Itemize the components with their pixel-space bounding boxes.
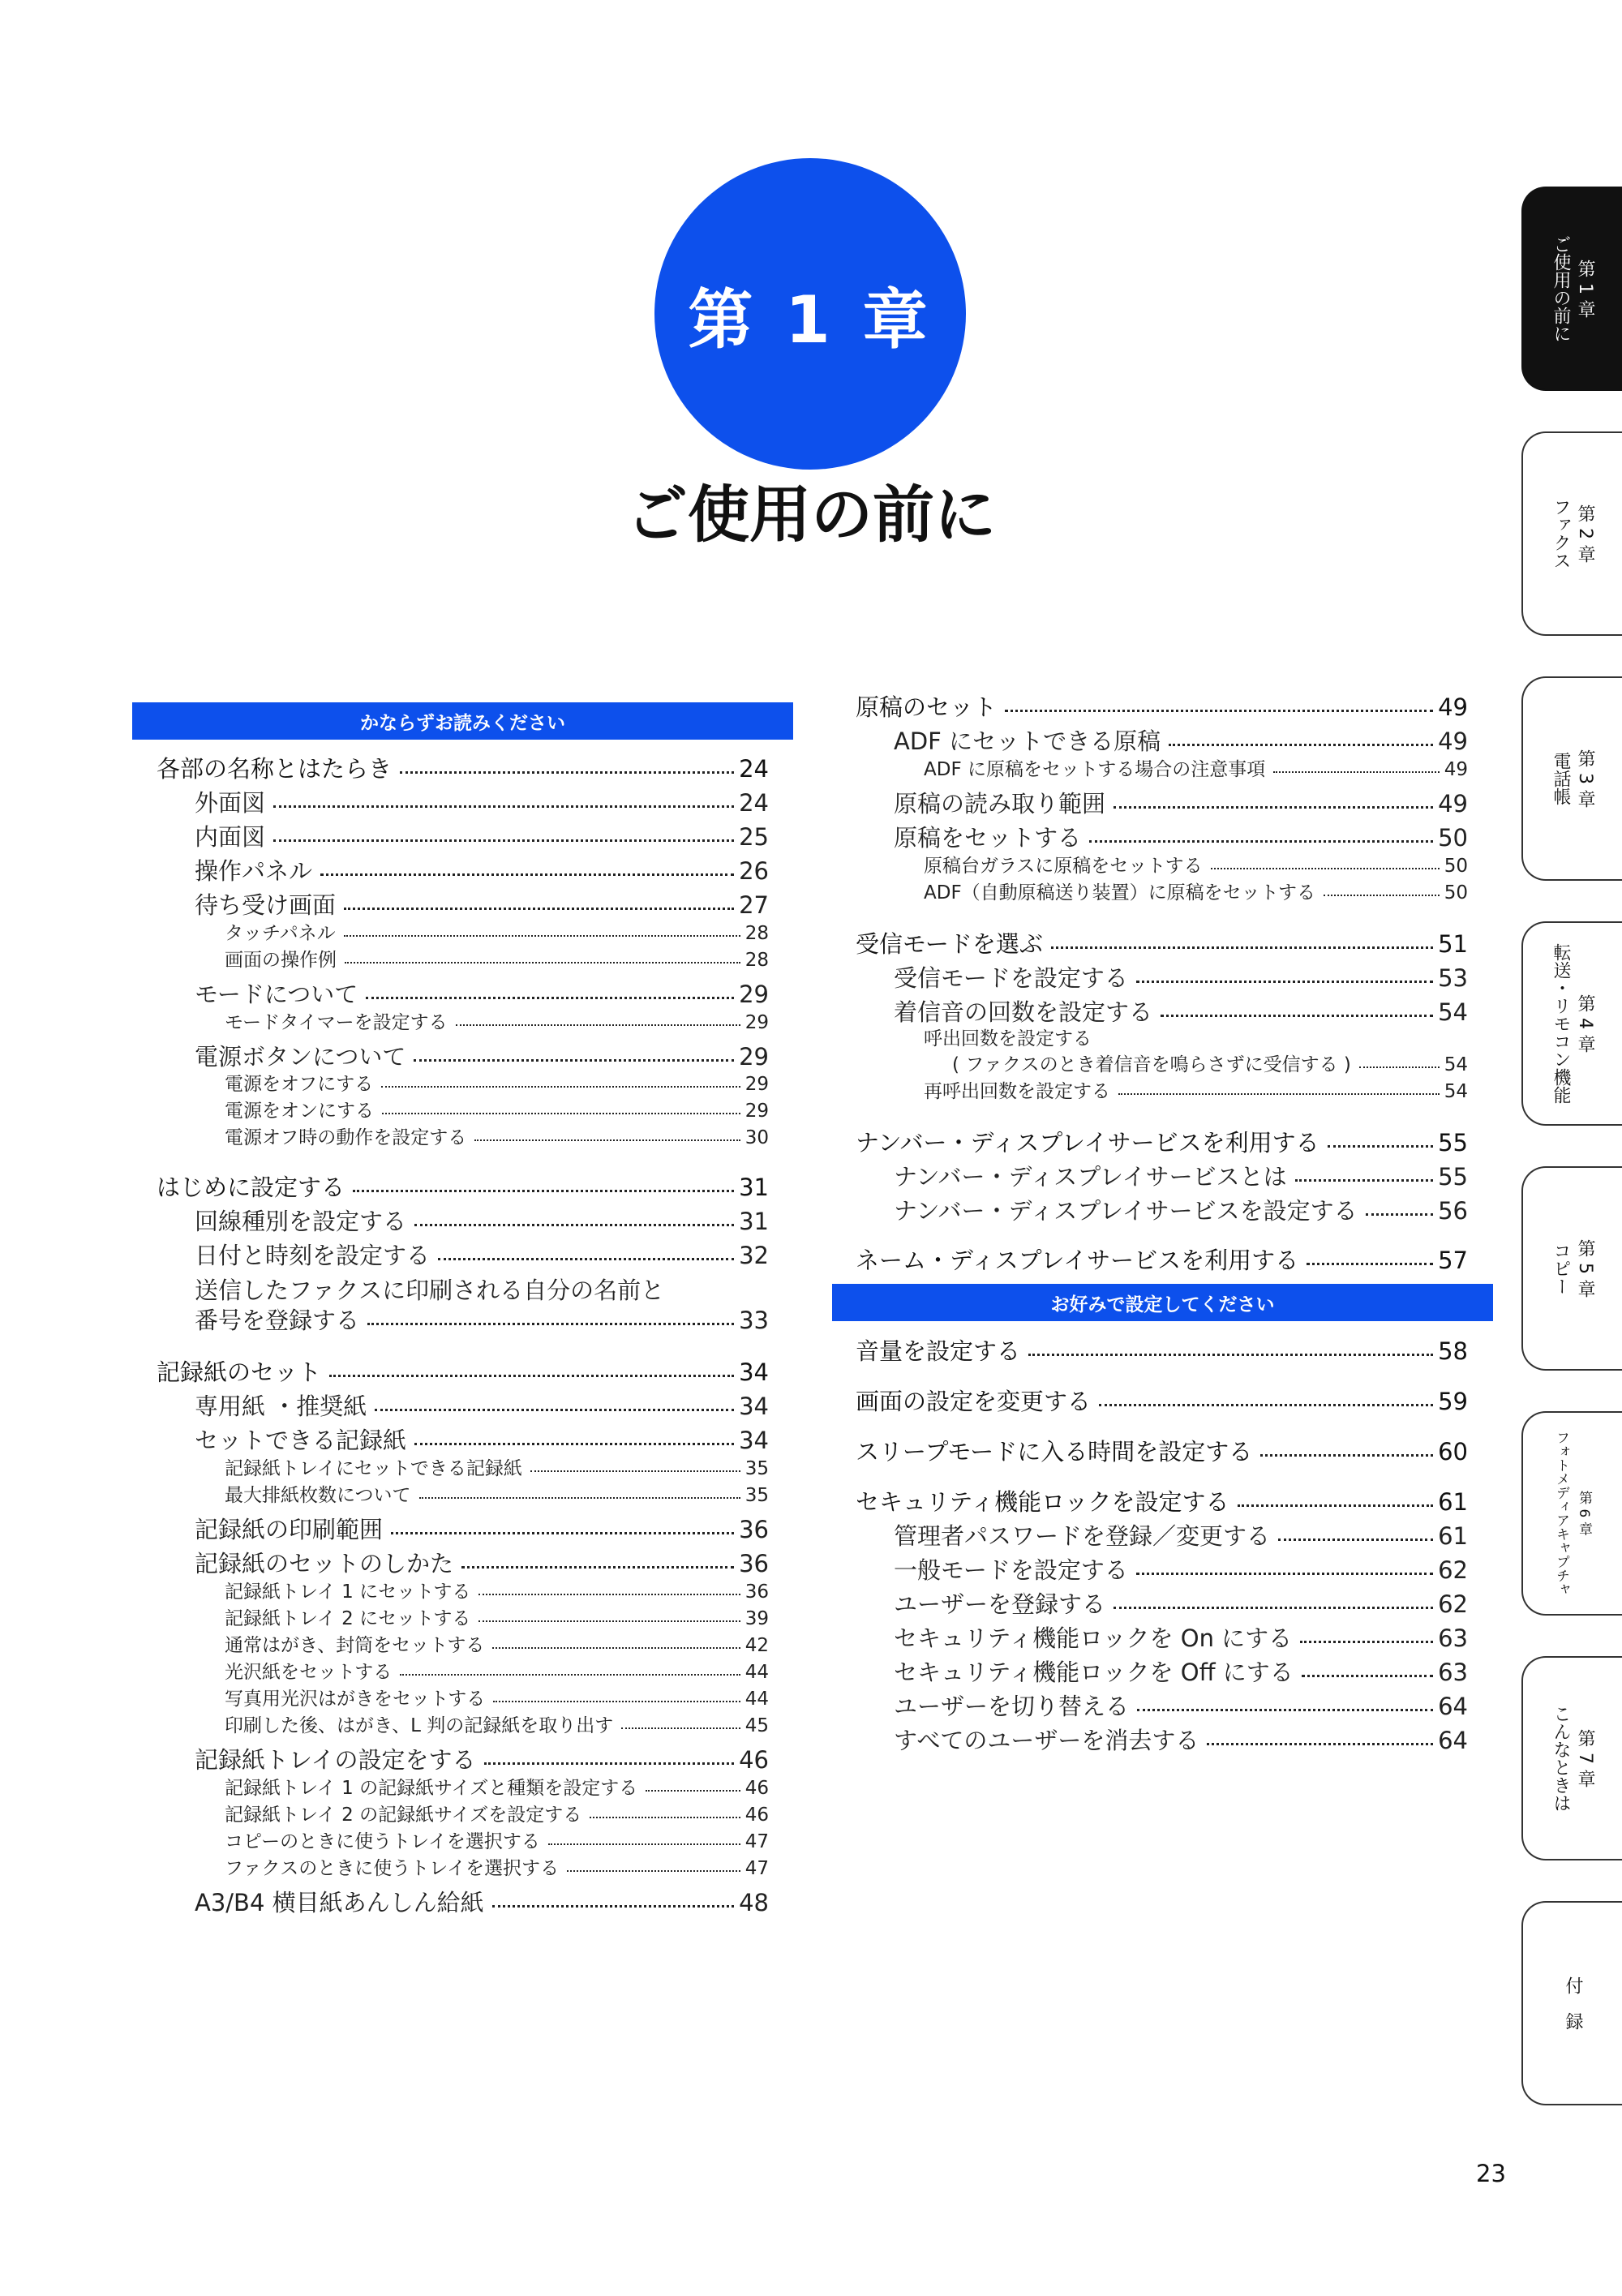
toc-entry[interactable]: モードタイマーを設定する 29 xyxy=(225,1012,769,1033)
toc-entry[interactable]: セットできる記録紙 34 xyxy=(195,1427,769,1454)
toc-entry[interactable]: 印刷した後、はがき、L 判の記録紙を取り出す 45 xyxy=(225,1715,769,1736)
toc-entry[interactable]: 原稿の読み取り範囲 49 xyxy=(894,790,1468,818)
toc-entry[interactable]: ADF（自動原稿送り装置）に原稿をセットする 50 xyxy=(924,882,1468,903)
tab-appendix[interactable]: 付 録 xyxy=(1521,1901,1622,2105)
toc-entry[interactable]: 専用紙 ・推奨紙 34 xyxy=(195,1393,769,1420)
toc-entry[interactable]: 画面の設定を変更する 59 xyxy=(856,1388,1468,1415)
toc-entry[interactable]: ユーザーを切り替える 64 xyxy=(894,1693,1468,1720)
toc-entry[interactable]: 最大排紙枚数について 35 xyxy=(225,1485,769,1506)
toc-entry[interactable]: 記録紙トレイ 2 にセットする 39 xyxy=(225,1608,769,1629)
toc-entry[interactable]: A3/B4 横目紙あんしん給紙 48 xyxy=(195,1889,769,1916)
tab-chapter-3[interactable]: 第 3 章 電話帳 xyxy=(1521,676,1622,881)
tab-chapter-7[interactable]: 第 7 章 こんなときは xyxy=(1521,1656,1622,1860)
toc-entry[interactable]: 原稿のセット 49 xyxy=(856,693,1468,721)
toc-entry[interactable]: セキュリティ機能ロックを設定する 61 xyxy=(856,1488,1468,1516)
toc-entry[interactable]: 内面図 25 xyxy=(195,823,769,851)
toc-entry[interactable]: 記録紙トレイ 2 の記録紙サイズを設定する 46 xyxy=(225,1805,769,1826)
toc-entry[interactable]: 受信モードを設定する 53 xyxy=(894,964,1468,992)
toc-entry[interactable]: 受信モードを選ぶ 51 xyxy=(856,930,1468,958)
page-title: ご使用の前に xyxy=(626,479,996,551)
toc-entry[interactable]: 電源オフ時の動作を設定する 30 xyxy=(225,1127,769,1148)
toc-entry[interactable]: 写真用光沢はがきをセットする 44 xyxy=(225,1689,769,1710)
toc-entry[interactable]: 電源をオフにする 29 xyxy=(225,1074,769,1095)
toc-entry[interactable]: 管理者パスワードを登録／変更する 61 xyxy=(894,1522,1468,1550)
toc-entry[interactable]: 原稿をセットする 50 xyxy=(894,824,1468,852)
chapter-badge xyxy=(654,158,966,470)
toc-entry[interactable]: 番号を登録する 33 xyxy=(195,1307,769,1334)
toc-entry[interactable]: モードについて 29 xyxy=(195,981,769,1008)
tab-chapter-4[interactable]: 第 4 章 転送・リモコン機能 xyxy=(1521,921,1622,1126)
page-number: 23 xyxy=(1476,2160,1506,2187)
toc-entry[interactable]: 電源をオンにする 29 xyxy=(225,1101,769,1122)
toc-entry[interactable]: 電源ボタンについて 29 xyxy=(195,1043,769,1071)
toc-entry-line[interactable]: 送信したファクスに印刷される自分の名前と xyxy=(195,1277,665,1304)
toc-entry[interactable]: 外面図 24 xyxy=(195,789,769,817)
toc-entry[interactable]: 記録紙トレイの設定をする 46 xyxy=(195,1746,769,1774)
chapter-number: 第 1 章 xyxy=(688,281,933,358)
toc-entry[interactable]: 待ち受け画面 27 xyxy=(195,891,769,919)
toc-entry[interactable]: コピーのときに使うトレイを選択する 47 xyxy=(225,1831,769,1852)
toc-entry[interactable]: 画面の操作例 28 xyxy=(225,950,769,971)
tab-chapter-6[interactable]: 第 6 章 フォトメディアキャプチャ xyxy=(1521,1411,1622,1616)
tab-chapter-2[interactable]: 第 2 章 ファクス xyxy=(1521,431,1622,636)
toc-entry[interactable]: 通常はがき、封筒をセットする 42 xyxy=(225,1635,769,1656)
tab-chapter-5[interactable]: 第 5 章 コピー xyxy=(1521,1166,1622,1371)
toc-entry[interactable]: ADF にセットできる原稿 49 xyxy=(894,727,1468,755)
tab-chapter-1[interactable]: 第 1 章 ご使用の前に xyxy=(1521,187,1622,391)
toc-entry[interactable]: ADF に原稿をセットする場合の注意事項 49 xyxy=(924,759,1468,780)
toc-entry[interactable]: 着信音の回数を設定する 54 xyxy=(894,998,1468,1026)
toc-entry[interactable]: 音量を設定する 58 xyxy=(856,1337,1468,1365)
toc-entry[interactable]: ユーザーを登録する 62 xyxy=(894,1590,1468,1618)
toc-entry[interactable]: すべてのユーザーを消去する 64 xyxy=(894,1727,1468,1754)
toc-entry[interactable]: 回線種別を設定する 31 xyxy=(195,1208,769,1235)
toc-entry[interactable]: 記録紙トレイにセットできる記録紙 35 xyxy=(225,1458,769,1479)
toc-entry[interactable]: ナンバー・ディスプレイサービスを利用する 55 xyxy=(856,1129,1468,1157)
toc-entry[interactable]: 一般モードを設定する 62 xyxy=(894,1556,1468,1584)
toc-entry[interactable]: 再呼出回数を設定する 54 xyxy=(924,1081,1468,1102)
toc-entry[interactable]: スリープモードに入る時間を設定する 60 xyxy=(856,1438,1468,1466)
toc-entry[interactable]: 日付と時刻を設定する 32 xyxy=(195,1242,769,1269)
toc-entry[interactable]: セキュリティ機能ロックを Off にする 63 xyxy=(894,1659,1468,1686)
toc-entry[interactable]: セキュリティ機能ロックを On にする 63 xyxy=(894,1624,1468,1652)
toc-entry[interactable]: 記録紙の印刷範囲 36 xyxy=(195,1516,769,1543)
toc-entry[interactable]: タッチパネル 28 xyxy=(225,923,769,944)
toc-entry[interactable]: ( ファクスのとき着信音を鳴らさずに受信する ) 54 xyxy=(952,1054,1468,1075)
toc-entry[interactable]: 操作パネル 26 xyxy=(195,857,769,885)
toc-entry[interactable]: 記録紙のセットのしかた 36 xyxy=(195,1550,769,1577)
toc-entry[interactable]: 記録紙トレイ 1 の記録紙サイズと種類を設定する 46 xyxy=(225,1778,769,1799)
toc-entry[interactable]: 原稿台ガラスに原稿をセットする 50 xyxy=(924,856,1468,877)
toc-entry[interactable]: はじめに設定する 31 xyxy=(157,1174,769,1201)
toc-entry[interactable]: ナンバー・ディスプレイサービスを設定する 56 xyxy=(894,1197,1468,1225)
toc-entry[interactable]: 各部の名称とはたらき 24 xyxy=(157,755,769,783)
band-must-read: かならずお読みください xyxy=(132,702,793,740)
toc-entry[interactable]: 光沢紙をセットする 44 xyxy=(225,1662,769,1683)
band-optional: お好みで設定してください xyxy=(832,1284,1493,1321)
toc-entry[interactable]: 記録紙のセット 34 xyxy=(157,1358,769,1386)
toc-entry[interactable]: ネーム・ディスプレイサービスを利用する 57 xyxy=(856,1247,1468,1274)
toc-entry[interactable]: ファクスのときに使うトレイを選択する 47 xyxy=(225,1858,769,1879)
toc-entry[interactable]: 記録紙トレイ 1 にセットする 36 xyxy=(225,1581,769,1603)
toc-entry[interactable]: ナンバー・ディスプレイサービスとは 55 xyxy=(894,1163,1468,1191)
toc-entry-line[interactable]: 呼出回数を設定する xyxy=(924,1028,1092,1049)
